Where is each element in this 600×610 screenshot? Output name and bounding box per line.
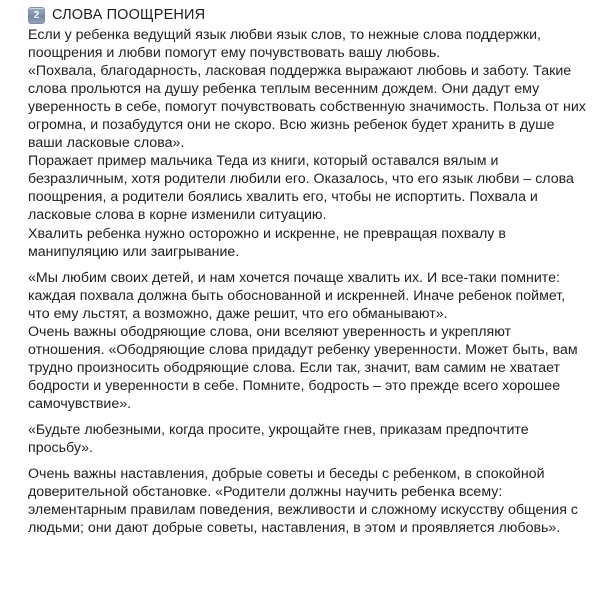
paragraph: «Похвала, благодарность, ласковая поддержка выражают любовь и заботу. Такие слова прольются на душу ребенка теплым весенним дождем. Они дадут ему уверенность в себе, помогут почувствовать собственную значимость. Польза от них огромна, и позабудутся они не скоро. Всю жизнь ребенок будет хранить в душе ваши ласковые слова». <box>28 63 586 152</box>
section-heading <box>28 5 588 25</box>
paragraph: Если у ребенка ведущий язык любви язык слов, то нежные слова поддержки, поощрения и любви помогут ему почувствовать вашу любовь. <box>28 27 541 62</box>
paragraph: «Будьте любезными, когда просите, укрощайте гнев, приказам предпочтите просьбу». <box>28 421 529 457</box>
paragraph: Очень важны наставления, добрые советы и беседы с ребенком, в спокойной доверительной обстановке. «Родители должны научить ребенка всему: элементарным правилам поведения, вежливости и сложному искусству общения с людьми; они дают добрые советы, наставления, в этом и проявляется любовь». <box>28 466 578 537</box>
keycap-two-icon: 2 <box>28 7 45 24</box>
page-title: СЛОВА ПООЩРЕНИЯ <box>52 7 206 23</box>
paragraph: Поражает пример мальчика Теда из книги, который оставался вялым и безразличным, хотя родители любили его. Оказалось, что его язык любви – слова поощрения, а родители боялись хвалить его, чтобы не испортить. Похвала и ласковые слова в корне изменили ситуацию. <box>28 153 574 224</box>
paragraph: Хвалить ребенка нужно осторожно и искренне, не превращая похвалу в манипуляцию или заигрывание. <box>28 225 506 260</box>
article-body <box>28 26 588 537</box>
paragraph: Очень важны ободряющие слова, они вселяют уверенность и укрепляют отношения. «Ободряющие слова придадут ребенку уверенности. Может быть, вам трудно произносить ободряющие слова. Если так, значит, вам самим не хватает бодрости и уверенности в себе. Помните, бодрость – это прежде всего хорошее самочувствие». <box>28 323 578 412</box>
paragraph: «Мы любим своих детей, и нам хочется почаще хвалить их. И все-таки помните: каждая похвала должна быть обоснованной и искренней. Иначе ребенок поймет, что ему льстят, а возможно, даже решит, что его обманывают». <box>28 269 566 322</box>
